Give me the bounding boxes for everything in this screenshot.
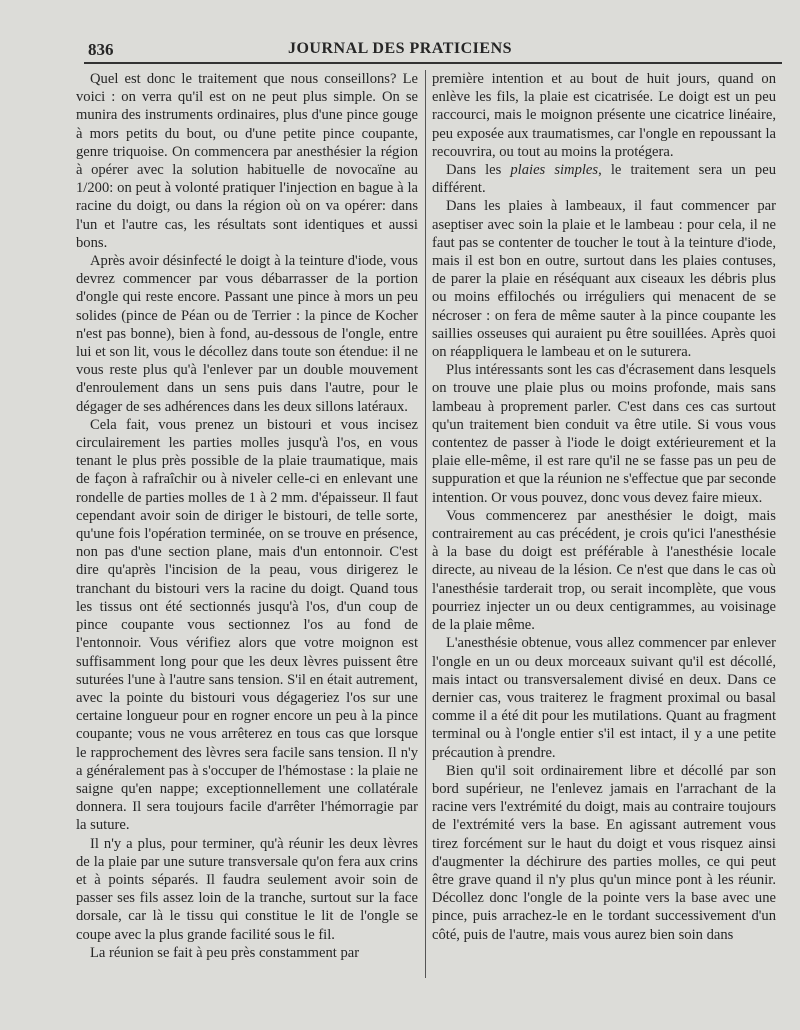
paragraph: Bien qu'il soit ordinairement libre et décollé par son bord supérieur, ne l'enlevez jamais en l'arrachant de la racine vers l'extrémité du doigt, mais au contraire toujours de l'extrémité vers la base. En agissant autrement vous tirez forcément sur le haut du doigt et vous risquez ainsi d'augmenter la déchirure des parties molles, ce qui peut être grave quand il n'y plus qu'un mince pont à les réunir. Décollez donc l'ongle de la pointe vers la base avec une pince, puis arrachez-le en le tordant successivement d'un côté, puis de l'autre, mais vous aurez bien soin dans (432, 762, 776, 943)
paragraph: Quel est donc le traitement que nous conseillons? Le voici : on verra qu'il est on ne peut plus simple. On se munira des instruments ordinaires, plus d'une pince gouge à mors petits du bout, ou d'une petite pince coupante, genre triquoise. On commencera par anesthésier la région à opérer avec la solution habituelle de novocaïne au 1/200: on peut à volonté pratiquer l'injection en bague à la racine du doigt, ou dans la région où on va opérer: dans l'un et l'autre cas, les résultats sont identiques et aussi bons. (76, 71, 418, 251)
paragraph: Plus intéressants sont les cas d'écrasement dans lesquels on trouve une plaie plus ou moins profonde, mais sans lambeau à proprement parler. C'est dans ces cas surtout qu'un traitement bien conduit va être utile. Si vous vous contentez de passer à l'iode le doigt extérieurement et la plaie elle-même, il est rare qu'il ne se fasse pas un peu de suppuration et que la réunion ne s'effectue que par seconde intention. Or vous pouvez, donc vous devez faire mieux. (432, 362, 776, 506)
column-divider (425, 70, 426, 978)
paragraph: Il n'y a plus, pour terminer, qu'à réunir les deux lèvres de la plaie par une suture transversale qu'on fera aux crins et à points séparés. Il faudra seulement avoir soin de passer ses fils assez loin de la tranche, surtout sur la face dorsale, car là le tissu qui constitue le lit de l'ongle se coupe avec la plus grande facilité sous le fil. (76, 835, 418, 943)
left-column (76, 70, 418, 980)
paragraph (432, 161, 776, 197)
text-run: , le traitement sera un peu différent. (432, 162, 776, 197)
page-number: 836 (88, 40, 114, 59)
text-run: Dans les (446, 162, 511, 179)
paragraph: Après avoir désinfecté le doigt à la teinture d'iode, vous devrez commencer par vous débarrasser de la portion d'ongle qui reste encore. Passant une pince à mors un peu solides (pince de Péan ou de Terrier : la pince de Kocher n'est pas bonne), bien à fond, au-dessous de l'ongle, entre lui et son lit, vous le décollez dans toute son étendue: il ne vous reste plus qu'à l'enlever par un double mouvement d'enroulement dans un sens puis dans l'autre, pour le dégager de ses adhérences dans les deux sillons latéraux. (76, 253, 418, 415)
paragraph: La réunion se fait à peu près constamment par (90, 944, 360, 961)
paragraph: Vous commencerez par anesthésier le doigt, mais contrairement au cas précédent, je crois qu'ici l'anesthésie à la base du doigt est préférable à l'anesthésie locale directe, au niveau de la lésion. Ce n'est que dans le cas où l'anesthésie tarderait trop, ou serait incomplète, que vous pourriez injecter un ou deux centigrammes, au voisinage de la plaie même. (432, 507, 776, 634)
italic-term: plaies simples (510, 162, 599, 179)
paragraph: Dans les plaies à lambeaux, il faut commencer par aseptiser avec soin la plaie et le lambeau : pour cela, il ne faut pas se contenter de toucher le tout à la teinture d'iode, mais il est bon en outre, surtout dans les plaies contuses, de parer la plaie en réséquant aux ciseaux les débris plus ou moins effilochés ou irréguliers qui menacent de se nécroser : on fera de même sauter à la pince coupante les saillies osseuses qui auraient pu être souillées. Après quoi on réappliquera le lambeau et on le suturera. (432, 198, 776, 361)
running-title: JOURNAL DES PRATICIENS (287, 40, 513, 57)
paragraph: L'anesthésie obtenue, vous allez commencer par enlever l'ongle en un ou deux morceaux suivant qu'il est décollé, mais intact ou transversalement divisé en deux. Dans ce dernier cas, vous traiterez le fragment proximal ou basal comme il a été dit pour les mutilations. Quant au fragment terminal ou à l'ongle entier s'il est intact, il y a une petite précaution à prendre. (432, 635, 776, 761)
paragraph: première intention et au bout de huit jours, quand on enlève les fils, la plaie est cicatrisée. Le doigt est un peu raccourci, mais le moignon présente une cicatrice linéaire, peu exposée aux traumatismes, car l'ongle en repoussant la recouvrira, ou tout au moins la protégera. (432, 71, 776, 160)
header-rule (84, 62, 782, 64)
right-column (432, 70, 776, 980)
paragraph: Cela fait, vous prenez un bistouri et vous incisez circulairement les parties molles jusqu'à l'os, en vous tenant le plus près possible de la plaie traumatique, mais de façon à rafraîchir ou à niveler celle-ci en enlevant une rondelle de parties molles de 1 à 2 mm. d'épaisseur. Il faut cependant avoir soin de diriger le bistouri, de telle sorte, qu'une fois l'opération terminée, on se trouve en présence, non pas d'une section plane, mais d'un entonnoir. C'est dire qu'après l'incision de la peau, vous dirigerez le tranchant du bistouri vers la racine du doigt. Quand tous les tissus ont été sectionnés jusqu'à l'os, d'un coup de pince coupante vous sectionnez l'os au fond de l'entonnoir. Vous vérifiez alors que votre moignon est suffisamment long pour que les deux lèvres puissent être suturées l'une à l'autre sans tension. S'il en était autrement, avec la pointe du bistouri vous dégageriez l'os sur une certaine longueur pour en rogner encore un peu à la pince coupante; vous ne vous arrêterez en tous cas que lorsque le rapprochement des lèvres sera facile sans tension. Il n'y a généralement pas à s'occuper de l'hémostase : la plaie ne saigne qu'en nappe; exceptionnellement une collatérale donnera. Il sera toujours facile d'arrêter l'hémorragie par la suture. (76, 416, 418, 834)
